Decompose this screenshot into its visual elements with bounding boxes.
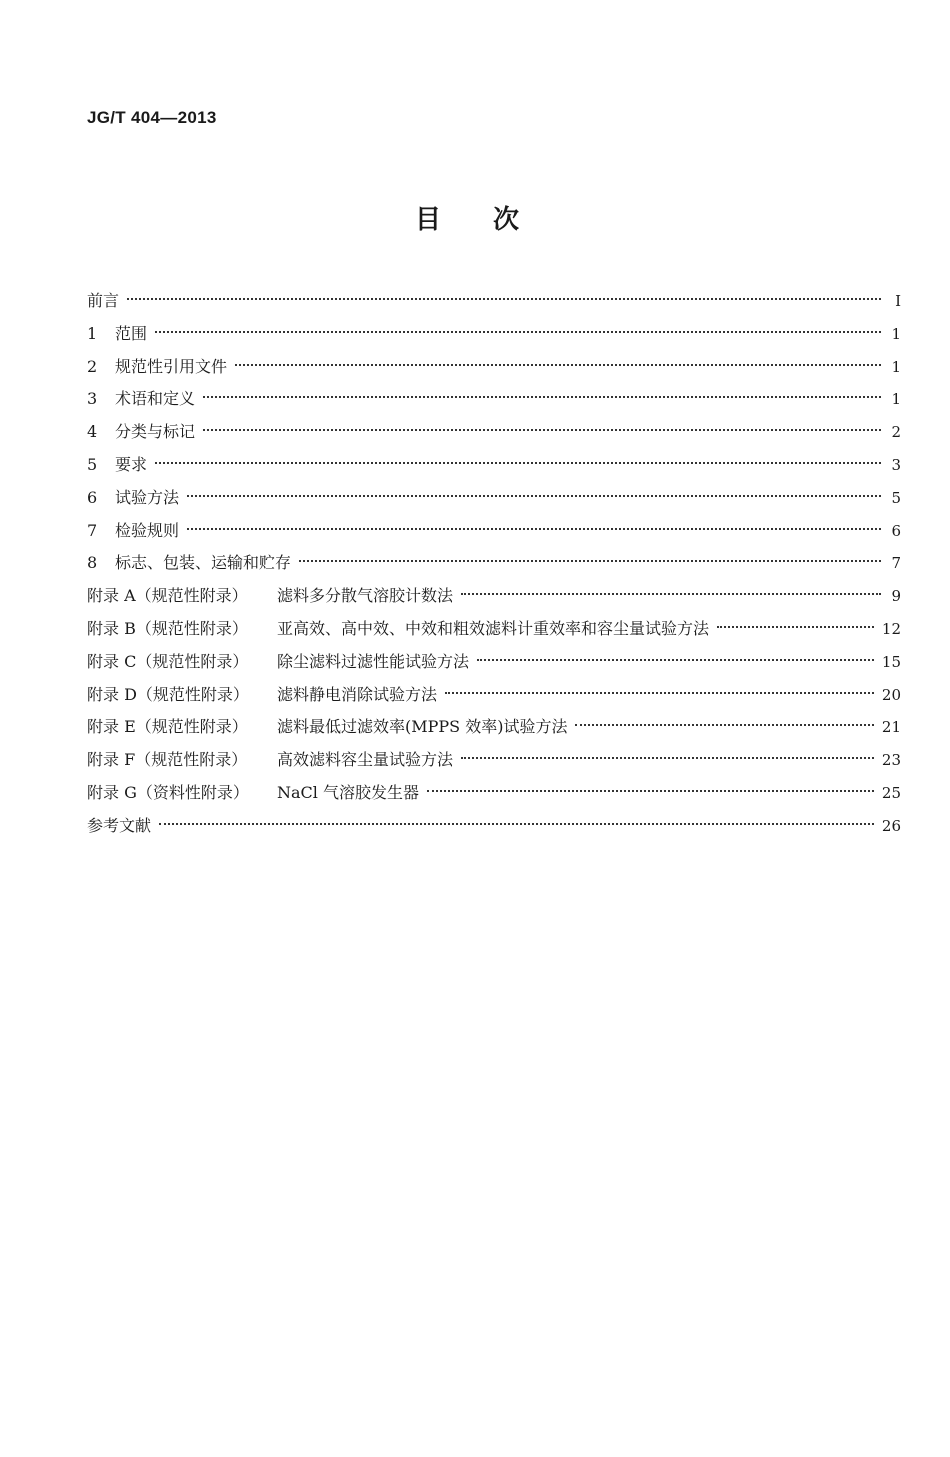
toc-entry[interactable] — [87, 318, 901, 351]
toc-entry-page-number: 5 — [891, 488, 901, 507]
toc-entry-label: 检验规则 — [115, 520, 180, 540]
toc-entry-label: 滤料静电消除试验方法 — [277, 684, 438, 704]
toc-dot-leader — [427, 790, 874, 792]
toc-entry-number: 4 — [87, 422, 98, 442]
toc-entry[interactable] — [87, 646, 901, 679]
toc-entry-appendix-prefix: 附录 C（规范性附录） — [87, 651, 249, 671]
toc-dot-leader — [203, 396, 881, 398]
toc-entry[interactable] — [87, 777, 901, 810]
document-code: JG/T 404—2013 — [87, 108, 217, 127]
toc-dot-leader — [461, 593, 881, 595]
toc-dot-leader — [445, 692, 874, 694]
toc-entry[interactable] — [87, 580, 901, 613]
toc-entry[interactable] — [87, 547, 901, 580]
toc-entry-label: 前言 — [87, 291, 120, 310]
toc-entry[interactable] — [87, 383, 901, 416]
toc-entry-page-number: 3 — [891, 455, 901, 474]
toc-entry[interactable] — [87, 613, 901, 646]
toc-entry-label: 分类与标记 — [115, 422, 196, 442]
toc-entry-page-number: 20 — [881, 685, 901, 704]
toc-entry-number: 8 — [87, 553, 98, 573]
toc-dot-leader — [717, 626, 874, 628]
toc-dot-leader — [299, 560, 881, 562]
toc-entry-page-number: 7 — [891, 554, 901, 573]
toc-entry-page-number: 12 — [881, 619, 901, 638]
toc-entry-number: 5 — [87, 454, 98, 474]
toc-entry-label: 试验方法 — [115, 487, 180, 507]
toc-entry-label: 规范性引用文件 — [115, 356, 228, 376]
toc-entry-page-number: 1 — [891, 357, 901, 376]
toc-entry[interactable] — [87, 679, 901, 712]
toc-entry[interactable] — [87, 810, 901, 843]
toc-dot-leader — [187, 528, 881, 530]
toc-entry[interactable] — [87, 449, 901, 482]
toc-entry[interactable] — [87, 416, 901, 449]
toc-entry-number: 2 — [87, 356, 98, 376]
toc-dot-leader — [187, 495, 881, 497]
toc-entry-appendix-prefix: 附录 D（规范性附录） — [87, 684, 249, 704]
toc-dot-leader — [477, 659, 874, 661]
toc-entry-label: 标志、包装、运输和贮存 — [115, 553, 292, 573]
toc-dot-leader — [155, 331, 881, 333]
toc-dot-leader — [127, 298, 881, 300]
toc-entry-page-number: 21 — [881, 718, 901, 737]
toc-entry-label: 高效滤料容尘量试验方法 — [277, 750, 454, 770]
toc-entry-label: 滤料最低过滤效率(MPPS 效率)试验方法 — [277, 717, 568, 737]
toc-entry-page-number: 25 — [881, 783, 901, 802]
toc-entry-label: 要求 — [115, 454, 148, 474]
toc-entry-appendix-prefix: 附录 A（规范性附录） — [87, 586, 248, 606]
toc-dot-leader — [203, 429, 881, 431]
toc-dot-leader — [235, 364, 881, 366]
toc-dot-leader — [155, 462, 881, 464]
toc-entry-number: 6 — [87, 487, 98, 507]
toc-entry[interactable] — [87, 744, 901, 777]
toc-entry-page-number: 1 — [891, 390, 901, 409]
toc-dot-leader — [575, 724, 873, 726]
toc-entry-label: 滤料多分散气溶胶计数法 — [277, 586, 454, 606]
toc-entry-appendix-prefix: 附录 B（规范性附录） — [87, 618, 248, 638]
toc-entry-number: 7 — [87, 520, 98, 540]
toc-dot-leader — [159, 823, 874, 825]
toc-entry-label: 亚高效、高中效、中效和粗效滤料计重效率和容尘量试验方法 — [277, 618, 710, 638]
toc-entry-label: 参考文献 — [87, 815, 152, 835]
toc-entry-page-number: 9 — [891, 587, 901, 606]
toc-entry-number: 1 — [87, 323, 98, 343]
toc-entry-page-number: Ⅰ — [895, 292, 901, 310]
toc-entry-number: 3 — [87, 389, 98, 409]
toc-entry-page-number: 2 — [891, 423, 901, 442]
toc-entry-page-number: 6 — [891, 521, 901, 540]
toc-entry-label: 范围 — [115, 323, 148, 343]
toc-entry-appendix-prefix: 附录 G（资料性附录） — [87, 782, 249, 802]
toc-entry[interactable] — [87, 482, 901, 515]
toc-entry-page-number: 1 — [891, 324, 901, 343]
toc-entry-label: 除尘滤料过滤性能试验方法 — [277, 651, 470, 671]
table-of-contents — [87, 285, 901, 843]
toc-entry-page-number: 15 — [881, 652, 901, 671]
toc-entry-page-number: 23 — [881, 751, 901, 770]
toc-entry-appendix-prefix: 附录 E（规范性附录） — [87, 717, 248, 737]
toc-entry-appendix-prefix: 附录 F（规范性附录） — [87, 750, 248, 770]
toc-entry-label: NaCl 气溶胶发生器 — [277, 782, 419, 802]
toc-entry[interactable] — [87, 351, 901, 384]
toc-entry[interactable] — [87, 515, 901, 548]
toc-entry-page-number: 26 — [881, 816, 901, 835]
toc-entry-label: 术语和定义 — [115, 389, 196, 409]
page-title: 目次 — [414, 205, 571, 235]
toc-entry[interactable] — [87, 285, 901, 318]
toc-entry[interactable] — [87, 711, 901, 744]
toc-dot-leader — [461, 757, 874, 759]
